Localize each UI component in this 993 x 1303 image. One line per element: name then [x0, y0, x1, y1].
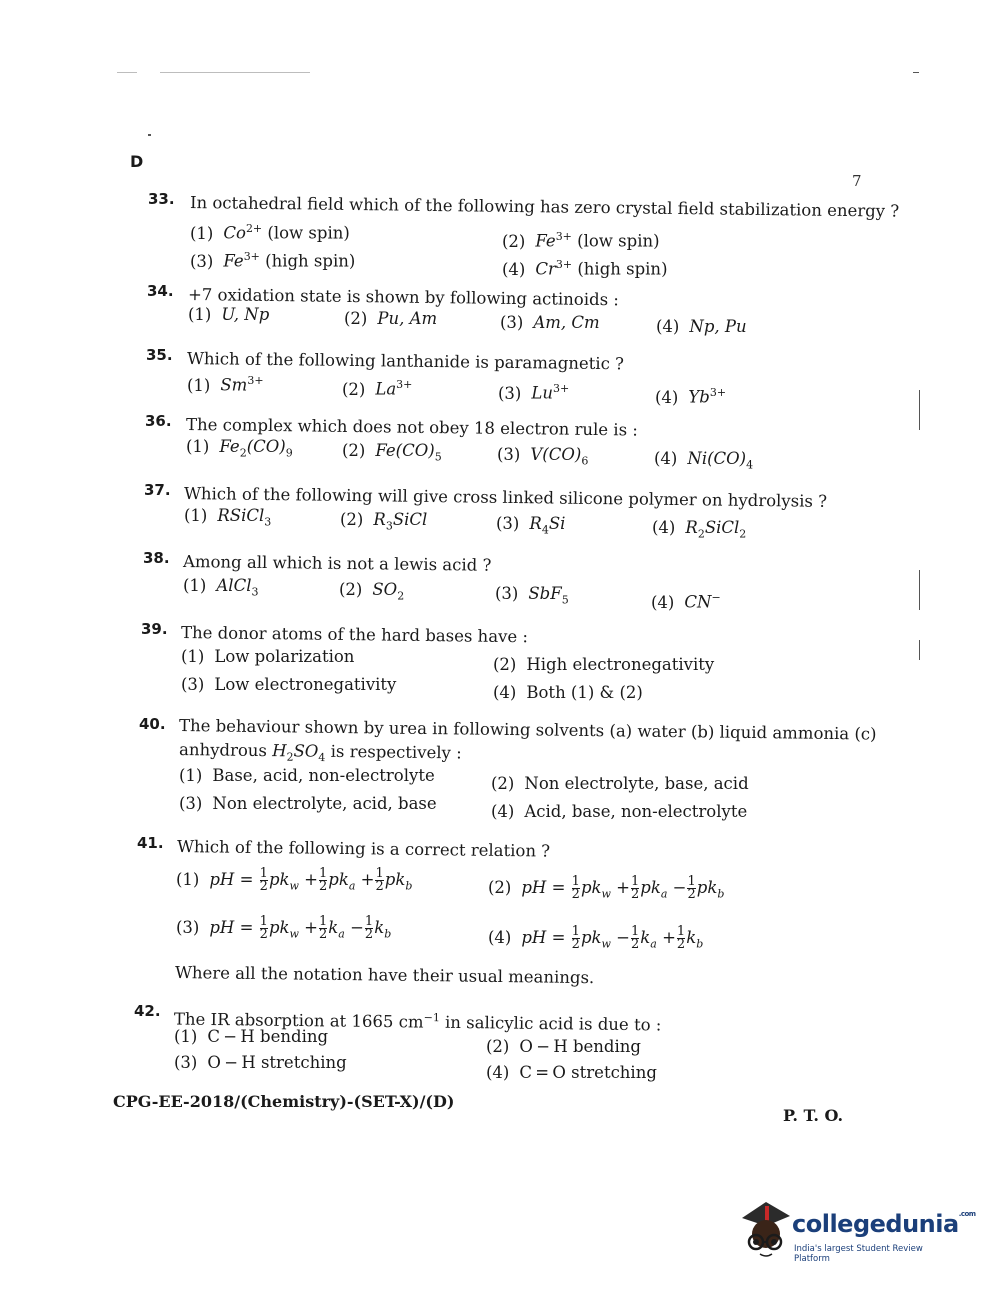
mascot-icon [736, 1196, 794, 1260]
scan-line-center [160, 72, 310, 73]
question-stem: The complex which does not obey 18 electron rule is : [185, 415, 639, 440]
scan-line-left [117, 72, 137, 73]
question-number: 34. [147, 282, 174, 300]
option-1: (1) pH = $\frac{1}{2}$ $pk_w$ + $\frac{1}{2}$ $pk_a$ + $\frac{1}{2}$ $pk_b$ [176, 866, 413, 894]
half-fraction: $\frac{1}{2}$ [631, 874, 640, 902]
option-2: (2) $R_3SiCl$ [340, 510, 428, 533]
option-4: (4) Np, Pu [656, 317, 747, 336]
half-fraction: $\frac{1}{2}$ [259, 914, 268, 942]
option-3: (3) SbF$_5$ [495, 584, 569, 607]
question-stem: Which of the following is a correct relation ? [176, 837, 551, 861]
question-stem: Among all which is not a lewis acid ? [182, 552, 492, 575]
half-fraction: $\frac{1}{2}$ [571, 874, 580, 902]
question-number: 40. [139, 715, 166, 733]
option-4: (4) pH = $\frac{1}{2}$ $pk_w$ − $\frac{1}{2}$ $k_a$ + $\frac{1}{2}$ $k_b$ [488, 924, 704, 952]
option-3: (3) Low electronegativity [181, 675, 397, 694]
option-3: (3) O − H stretching [174, 1053, 347, 1072]
question-number: 35. [146, 346, 173, 364]
option-1: (1) C − H bending [174, 1027, 329, 1046]
option-4: (4) C = O stretching [486, 1063, 657, 1082]
half-fraction: $\frac{1}{2}$ [571, 924, 580, 952]
scan-mark-edge [919, 640, 920, 660]
option-4: (4) Acid, base, non-electrolyte [491, 802, 748, 821]
footer-paper-code: CPG-EE-2018/(Chemistry)-(SET-X)/(D) [113, 1092, 455, 1111]
option-2: (2) High electronegativity [493, 655, 715, 674]
option-1: (1) Base, acid, non-electrolyte [179, 766, 435, 785]
option-2: (2) $SO_2$ [339, 580, 405, 603]
option-2: (2) $Fe^{3+}$ (low spin) [502, 230, 660, 251]
set-letter: D [130, 152, 144, 171]
question-number: 37. [144, 481, 171, 499]
option-1: (1) $Co^{2+}$ (low spin) [190, 222, 350, 243]
page-number: 7 [852, 172, 862, 190]
question-number: 39. [141, 620, 168, 638]
question-stem: +7 oxidation state is shown by following actinoids : [187, 285, 620, 310]
brand-name: collegedunia$^{.com}$ [792, 1210, 976, 1238]
half-fraction: $\frac{1}{2}$ [687, 874, 696, 902]
question-number: 42. [134, 1002, 161, 1020]
question-stem: The IR absorption at 1665 $cm^{-1}$ in salicylic acid is due to : [173, 1009, 662, 1035]
option-3: (3) Non electrolyte, acid, base [179, 794, 437, 813]
question-stem: The donor atoms of the hard bases have : [180, 623, 529, 647]
half-fraction: $\frac{1}{2}$ [259, 866, 268, 894]
option-2: (2) Pu, Am [344, 309, 438, 328]
option-2: (2) $Fe(CO)_5$ [342, 441, 442, 464]
option-1: (1) Low polarization [181, 647, 355, 666]
half-fraction: $\frac{1}{2}$ [364, 914, 374, 942]
half-fraction: $\frac{1}{2}$ [375, 866, 384, 894]
option-3: (3) Am, Cm [500, 313, 600, 332]
half-fraction: $\frac{1}{2}$ [319, 914, 328, 942]
option-2: (2) $La^{3+}$ [342, 378, 413, 399]
option-2: (2) O − H bending [486, 1037, 641, 1056]
option-2: (2) pH = $\frac{1}{2}$ $pk_w$ + $\frac{1}{2}$ $pk_a$ − $\frac{1}{2}$ $pk_b$ [488, 874, 725, 902]
brand-tagline: India's largest Student Review Platform [794, 1244, 923, 1264]
option-3: (3) $Fe^{3+}$ (high spin) [190, 250, 356, 271]
option-3: (3) $V(CO)_6$ [497, 445, 589, 468]
half-fraction: $\frac{1}{2}$ [631, 924, 640, 952]
half-fraction: $\frac{1}{2}$ [676, 924, 686, 952]
question-stem-continued: anhydrous $H_2SO_4$ is respectively : [178, 740, 462, 765]
option-3: (3) $R_4Si$ [496, 514, 566, 537]
question-number: 38. [143, 549, 170, 567]
option-4: (4) $Yb^{3+}$ [655, 386, 727, 407]
scan-mark-right [913, 72, 919, 73]
option-1: (1) RSiCl$_3$ [184, 506, 272, 529]
option-3: (3) pH = $\frac{1}{2}$ $pk_w$ + $\frac{1}{2}$ $k_a$ − $\frac{1}{2}$ $k_b$ [176, 914, 392, 942]
half-fraction: $\frac{1}{2}$ [319, 866, 328, 894]
scan-mark-edge [919, 390, 920, 430]
option-4: (4) Both (1) & (2) [493, 683, 643, 702]
option-1: (1) $Sm^{3+}$ [187, 374, 264, 395]
option-4: (4) $Ni(CO)_4$ [654, 449, 754, 472]
option-1: (1) AlCl$_3$ [183, 576, 259, 599]
option-2: (2) Non electrolyte, base, acid [491, 774, 749, 793]
question-note: Where all the notation have their usual meanings. [174, 963, 595, 988]
page-turn-over: P. T. O. [783, 1106, 844, 1125]
scan-mark-left [148, 134, 151, 136]
option-1: (1) $Fe_2(CO)_9$ [186, 437, 293, 460]
option-1: (1) U, Np [188, 305, 270, 324]
collegedunia-watermark [736, 1196, 976, 1268]
question-stem: In octahedral field which of the following has zero crystal field stabilization energy ? [189, 193, 900, 221]
question-number: 41. [137, 834, 164, 852]
question-number: 33. [148, 190, 175, 208]
question-stem: Which of the following will give cross linked silicone polymer on hydrolysis ? [183, 484, 828, 511]
option-4: (4) $Cr^{3+}$ (high spin) [502, 258, 668, 279]
question-stem: The behaviour shown by urea in following solvents (a) water (b) liquid ammonia (c) [178, 716, 877, 744]
question-number: 36. [145, 412, 172, 430]
scan-mark-edge [919, 570, 920, 610]
option-4: (4) CN− [651, 591, 721, 612]
question-stem: Which of the following lanthanide is paramagnetic ? [186, 349, 625, 374]
option-4: (4) $R_2SiCl_2$ [652, 518, 747, 541]
option-3: (3) $Lu^{3+}$ [498, 382, 570, 403]
